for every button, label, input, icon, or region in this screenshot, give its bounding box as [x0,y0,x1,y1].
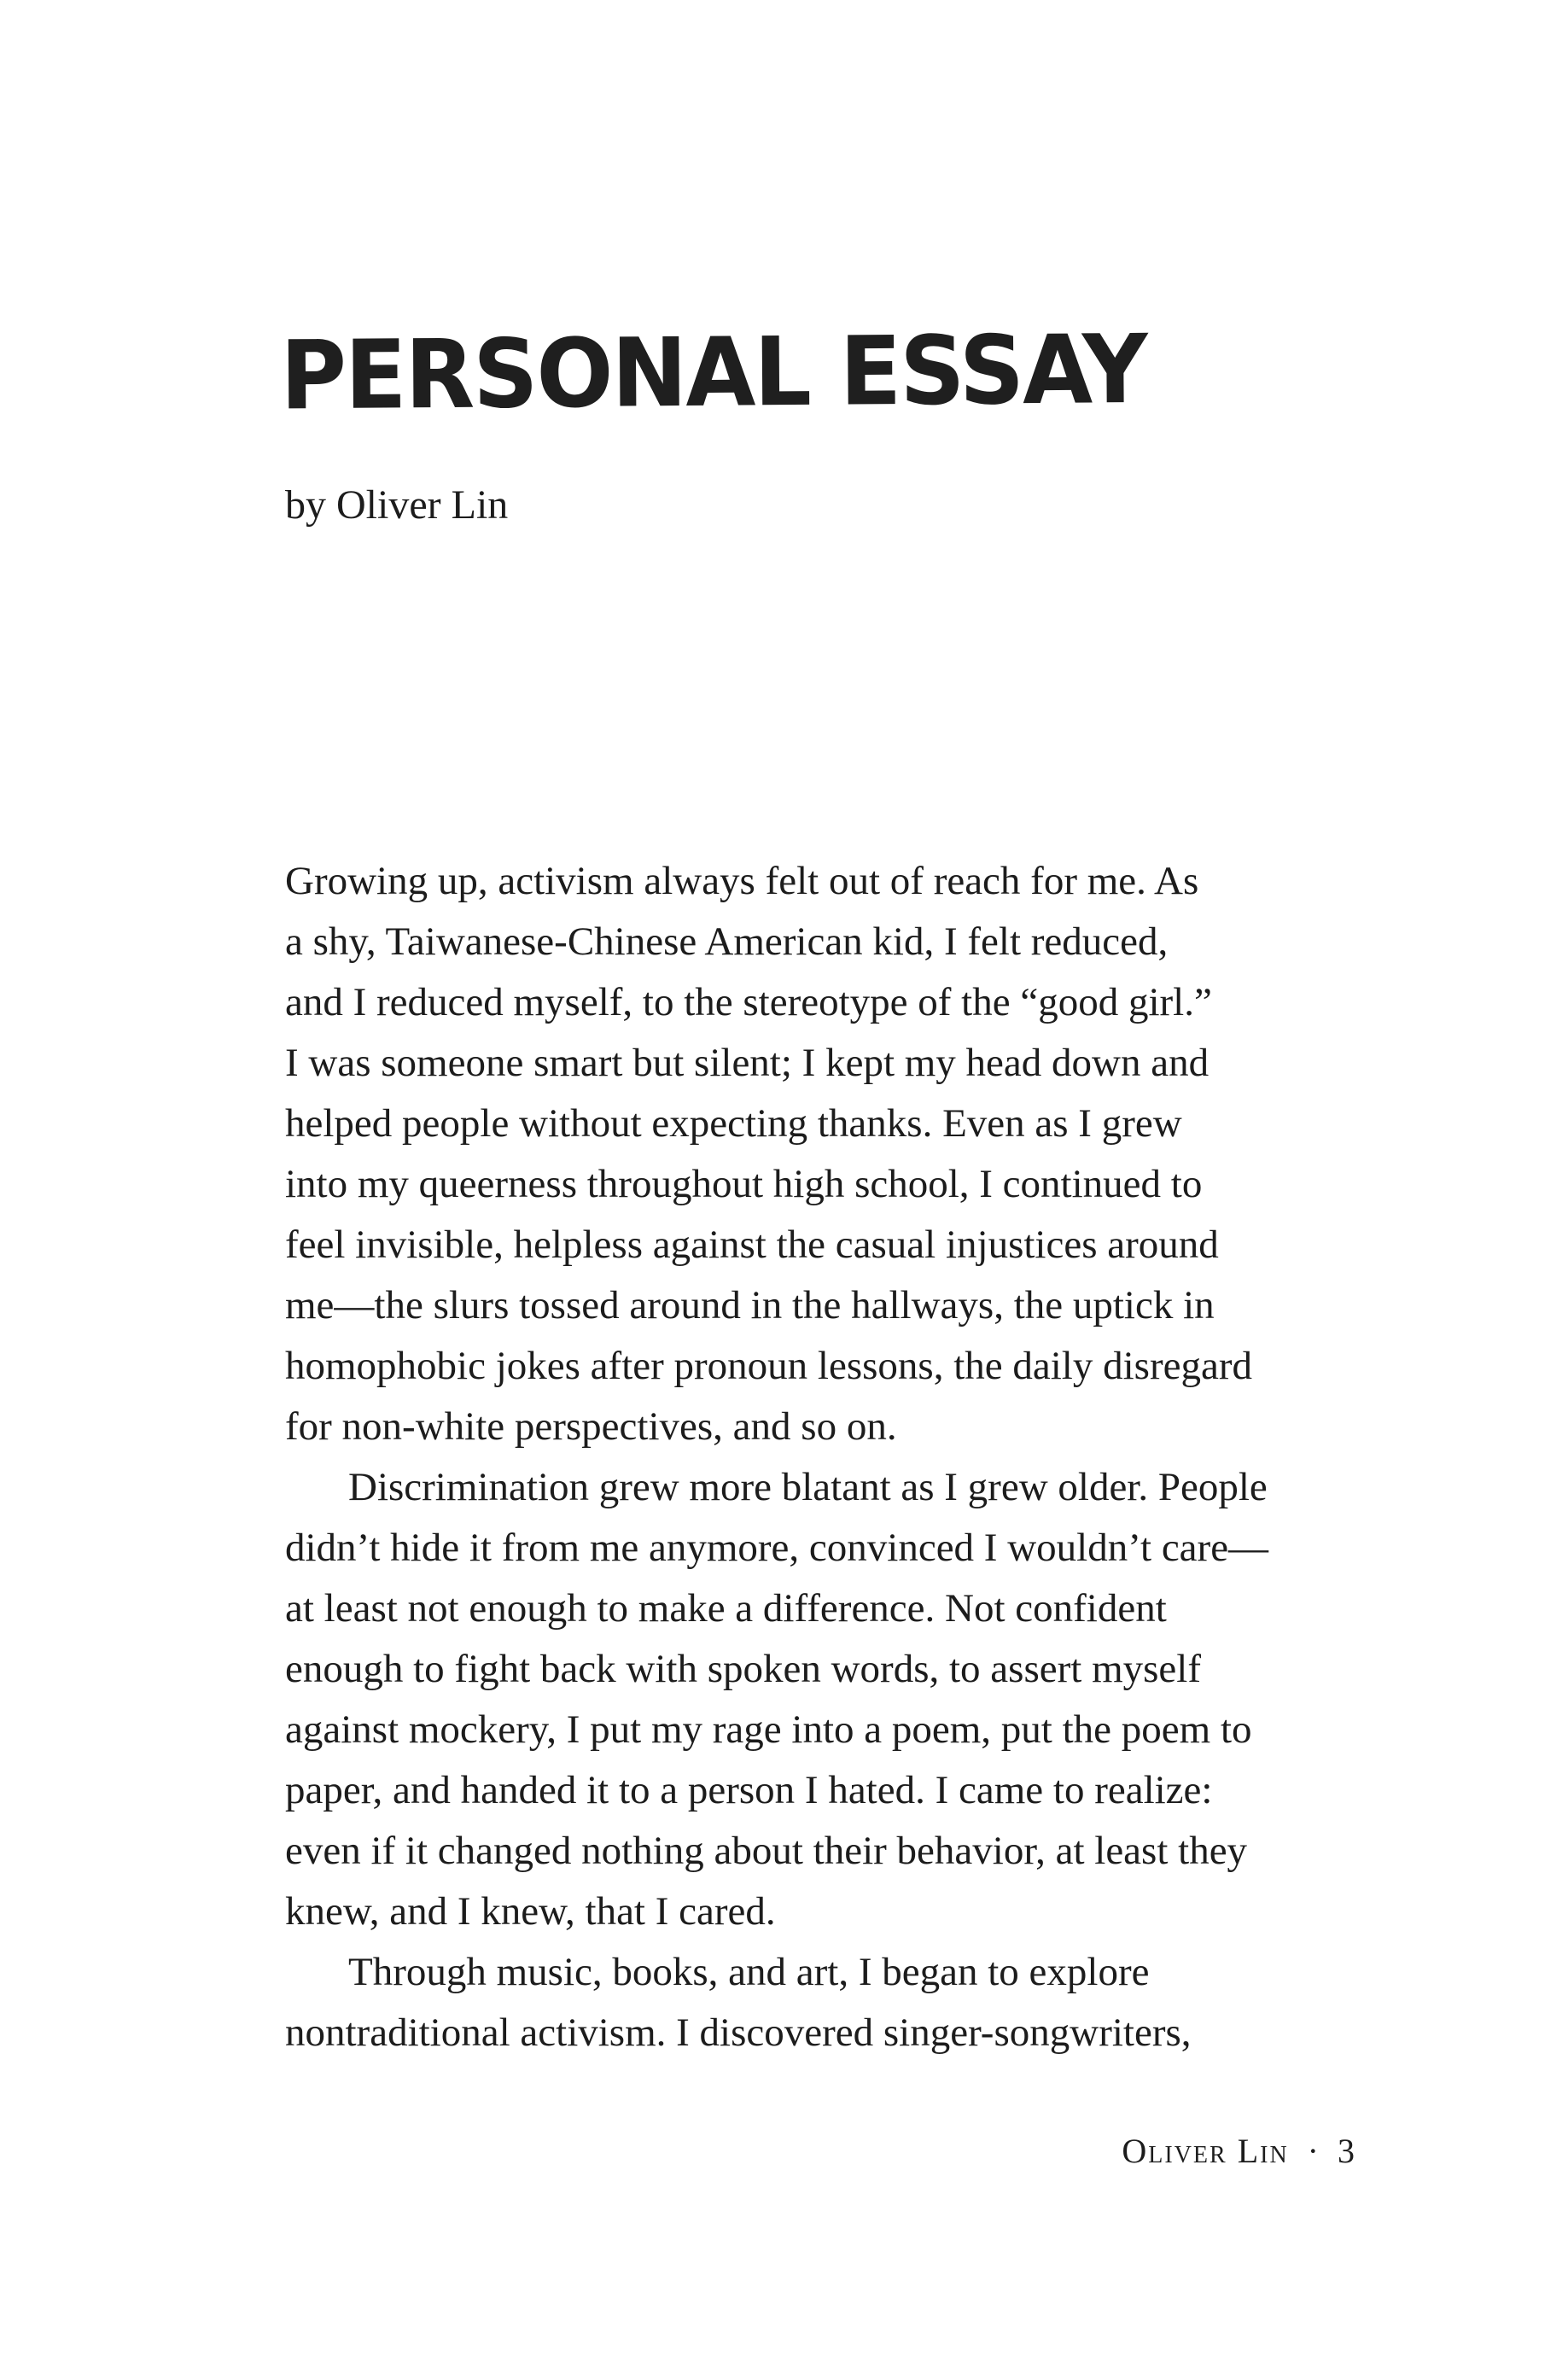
body-line: helped people without expecting thanks. Even as I grew [285,1101,1182,1146]
body-line: even if it changed nothing about their behavior, at least they [285,1829,1248,1873]
essay-body [285,851,1420,2063]
body-line: for non-white perspectives, and so on. [285,1404,897,1449]
body-line: feel invisible, helpless against the casual injustices around [285,1222,1219,1267]
body-line: a shy, Taiwanese-Chinese American kid, I felt reduced, [285,919,1169,964]
page-footer [1122,2134,1355,2168]
essay-title: PERSONAL ESSAY [279,314,1147,431]
body-line: and I reduced myself, to the stereotype of the “good girl.” [285,980,1212,1024]
body-line: Growing up, activism always felt out of reach for me. As [285,859,1199,903]
body-line: knew, and I knew, that I cared. [285,1889,776,1934]
body-line: didn’t hide it from me anymore, convinced I wouldn’t care— [285,1526,1269,1570]
page-number: 3 [1338,2132,1355,2170]
body-line: I was someone smart but silent; I kept my head down and [285,1041,1210,1085]
body-line: against mockery, I put my rage into a poem, put the poem to [285,1707,1252,1752]
body-line: paper, and handed it to a person I hated. I came to realize: [285,1768,1213,1812]
body-line: into my queerness throughout high school, I continued to [285,1162,1203,1206]
essay-byline: by Oliver Lin [285,482,509,528]
body-line: homophobic jokes after pronoun lessons, the daily disregard [285,1344,1252,1388]
body-line: enough to fight back with spoken words, to assert myself [285,1647,1201,1691]
body-line: me—the slurs tossed around in the hallways, the uptick in [285,1283,1215,1327]
body-line: Discrimination grew more blatant as I grew older. People [348,1465,1268,1509]
body-line: at least not enough to make a difference. Not confident [285,1586,1167,1631]
body-line: Through music, books, and art, I began to explore [348,1950,1150,1994]
footer-separator: · [1307,2132,1319,2170]
body-line: nontraditional activism. I discovered singer-songwriters, [285,2010,1192,2055]
running-head: Oliver Lin [1122,2132,1289,2170]
